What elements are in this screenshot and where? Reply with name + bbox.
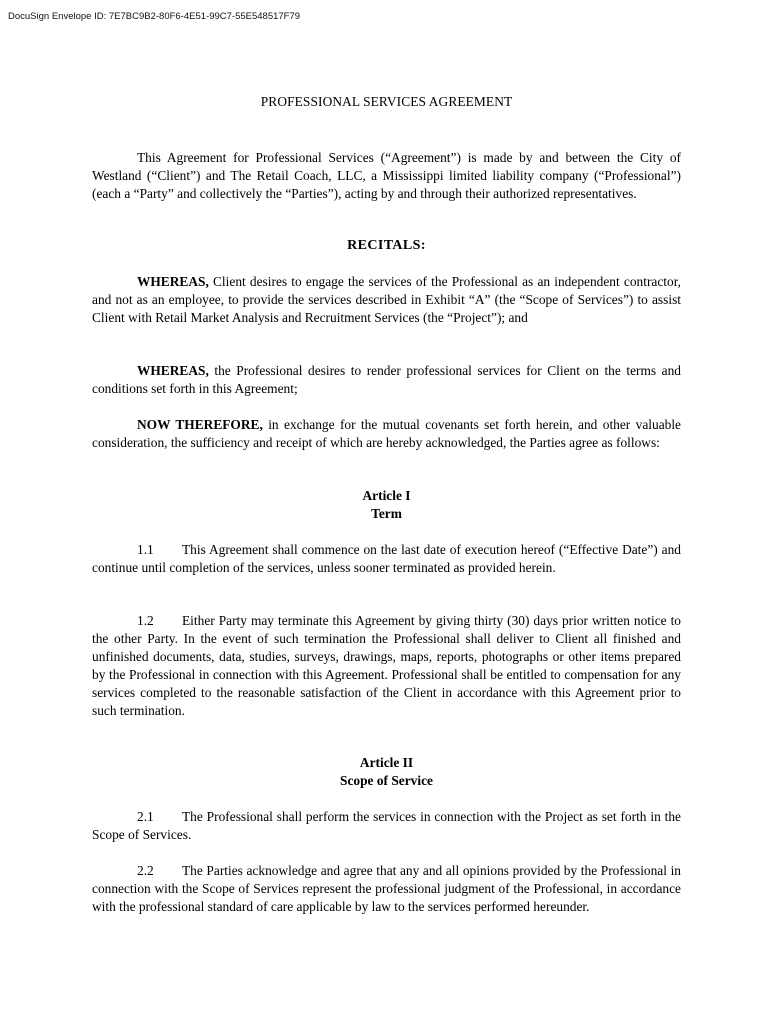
article-2-title: Scope of Service [340,773,433,788]
now-therefore-lead: NOW THEREFORE, [137,417,263,432]
section-1-1 [92,541,681,577]
article-1-heading: Article I [362,488,411,503]
whereas-1-lead: WHEREAS, [137,274,209,289]
recitals-heading: RECITALS: [347,238,426,253]
whereas-paragraph-2 [92,362,681,398]
document-title: PROFESSIONAL SERVICES AGREEMENT [260,94,513,109]
section-2-2 [92,862,681,916]
article-1-title: Term [371,506,402,521]
section-1-1-number: 1.1 [137,542,154,557]
intro-text: This Agreement for Professional Services (“Agreement”) is made by and between the City of Westland (“Client”) and The Retail Coach, LLC, a Mississippi limited liability company (“Professional”) (each a “Party” and collectively the “Parties”), acting by and through their authorized representatives. [92,150,681,202]
whereas-2-text: the Professional desires to render professional services for Client on the terms and conditions set forth in this Agreement; [92,363,681,397]
section-1-2-number: 1.2 [137,613,154,628]
whereas-paragraph-1 [92,273,681,327]
section-2-1-number: 2.1 [137,809,154,824]
section-2-1-text: The Professional shall perform the services in connection with the Project as set forth in the Scope of Services. [92,809,681,843]
envelope-id: DocuSign Envelope ID: 7E7BC9B2-80F6-4E51-99C7-55E548517F79 [8,11,301,22]
now-therefore-paragraph [92,416,681,452]
intro-paragraph [92,149,681,203]
section-2-1 [92,808,681,844]
section-2-2-number: 2.2 [137,863,154,878]
section-2-2-text: The Parties acknowledge and agree that any and all opinions provided by the Professional in connection with the Scope of Services represent the professional judgment of the Professional, in accordance with the professional standard of care applicable by law to the services performed hereunder. [92,863,681,915]
whereas-1-text: Client desires to engage the services of the Professional as an independent contractor, and not as an employee, to provide the services described in Exhibit “A” (the “Scope of Services”) to assist Client with Retail Market Analysis and Recruitment Services (the “Project”); and [92,274,681,326]
section-1-2 [92,612,681,721]
whereas-2-lead: WHEREAS, [137,363,209,378]
article-2-heading: Article II [359,755,414,770]
section-1-2-text: Either Party may terminate this Agreement by giving thirty (30) days prior written notice to the other Party. In the event of such termination the Professional shall deliver to Client all finished and unfinished documents, data, studies, surveys, drawings, maps, reports, photographs or other items prepared by the Professional in connection with this Agreement. Professional shall be entitled to compensation for any services completed to the reasonable satisfaction of the Client in accordance with this Agreement prior to such termination. [92,613,681,719]
section-1-1-text: This Agreement shall commence on the last date of execution hereof (“Effective Date”) and continue until completion of the services, unless sooner terminated as provided herein. [92,542,681,576]
now-therefore-text: in exchange for the mutual covenants set forth herein, and other valuable consideration, the sufficiency and receipt of which are hereby acknowledged, the Parties agree as follows: [92,417,682,451]
